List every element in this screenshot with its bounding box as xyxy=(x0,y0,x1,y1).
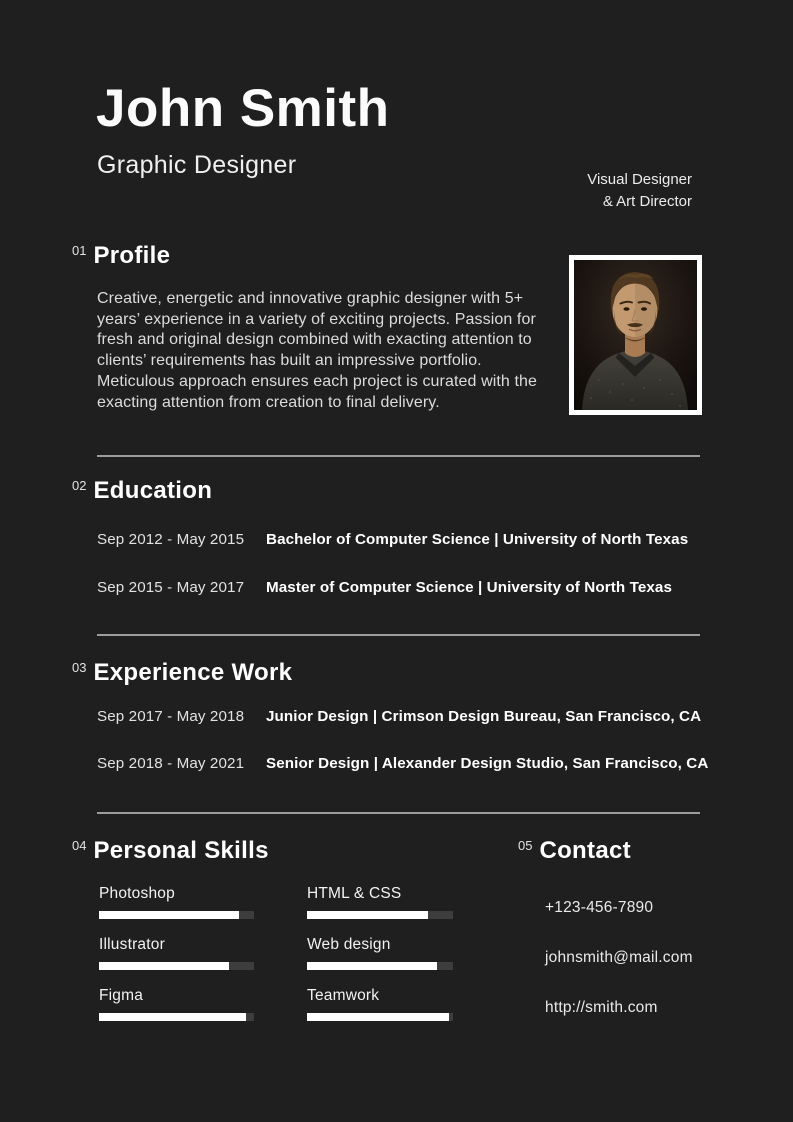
side-title-line-2: & Art Director xyxy=(602,192,692,210)
experience-row xyxy=(97,707,737,726)
skill-bar-fill xyxy=(307,1013,449,1021)
profile-text: Creative, energetic and innovative graphic designer with 5+ years’ experience in a variety of exciting projects. Passion for fresh and original design combined with exacting attention to clients’ requirements has built an impressive portfolio. Meticulous approach ensures each project is curated with the exacting attention from creation to final delivery. xyxy=(97,290,538,411)
experience-section-heading xyxy=(72,660,292,686)
skill-item-teamwork xyxy=(307,987,453,1021)
education-date: Sep 2012 - May 2015 xyxy=(97,531,245,548)
education-row xyxy=(97,530,737,549)
divider-2 xyxy=(97,634,700,636)
skill-bar-track xyxy=(307,962,453,970)
skill-bar-track xyxy=(307,1013,453,1021)
side-title xyxy=(587,169,692,212)
divider-3 xyxy=(97,812,700,814)
education-section-heading xyxy=(72,478,212,504)
skill-bar-track xyxy=(307,911,453,919)
education-row xyxy=(97,578,737,597)
side-title-line-1: Visual Designer xyxy=(587,171,692,188)
section-number-education: 02 xyxy=(72,478,87,493)
section-title-education: Education xyxy=(93,477,213,504)
experience-row xyxy=(97,754,737,773)
skills-section-heading xyxy=(72,838,269,864)
contact-section-heading xyxy=(518,838,631,864)
skill-item-figma xyxy=(99,987,254,1021)
skill-bar-fill xyxy=(307,962,437,970)
experience-date: Sep 2018 - May 2021 xyxy=(97,755,245,772)
skill-item-photoshop xyxy=(99,885,254,919)
skill-bar-track xyxy=(99,962,254,970)
skill-bar-track xyxy=(99,1013,254,1021)
skill-label: Photoshop xyxy=(99,885,175,902)
portrait-illustration xyxy=(574,260,697,410)
profile-section-heading xyxy=(72,243,170,269)
contact-phone: +123-456-7890 xyxy=(545,899,654,916)
role-subtitle: Graphic Designer xyxy=(97,151,297,179)
experience-date: Sep 2017 - May 2018 xyxy=(97,708,245,725)
section-number-experience: 03 xyxy=(72,660,87,675)
skill-bar-fill xyxy=(307,911,428,919)
experience-detail: Senior Design | Alexander Design Studio, San Francisco, CA xyxy=(266,755,709,772)
section-number-skills: 04 xyxy=(72,838,87,853)
skill-label: Teamwork xyxy=(307,987,380,1004)
education-detail: Bachelor of Computer Science | University of North Texas xyxy=(266,531,689,548)
profile-photo xyxy=(569,255,702,415)
skill-bar-track xyxy=(99,911,254,919)
skill-label: Figma xyxy=(99,987,144,1004)
section-number-profile: 01 xyxy=(72,243,87,258)
skill-bar-fill xyxy=(99,1013,246,1021)
section-number-contact: 05 xyxy=(518,838,533,853)
skill-label: Illustrator xyxy=(99,936,165,953)
skill-item-web-design xyxy=(307,936,453,970)
experience-detail: Junior Design | Crimson Design Bureau, San Francisco, CA xyxy=(266,708,702,725)
divider-1 xyxy=(97,455,700,457)
skill-item-illustrator xyxy=(99,936,254,970)
section-title-profile: Profile xyxy=(93,242,171,269)
section-title-skills: Personal Skills xyxy=(93,837,269,864)
section-title-contact: Contact xyxy=(539,837,631,864)
education-date: Sep 2015 - May 2017 xyxy=(97,579,245,596)
contact-website: http://smith.com xyxy=(545,999,658,1016)
skill-bar-fill xyxy=(99,911,239,919)
education-detail: Master of Computer Science | University of North Texas xyxy=(266,579,673,596)
skill-label: Web design xyxy=(307,936,391,953)
contact-email: johnsmith@mail.com xyxy=(545,949,693,966)
skill-label: HTML & CSS xyxy=(307,885,402,902)
section-title-experience: Experience Work xyxy=(93,659,293,686)
skill-bar-fill xyxy=(99,962,229,970)
skill-item-html-css xyxy=(307,885,453,919)
name-title: John Smith xyxy=(96,79,390,138)
